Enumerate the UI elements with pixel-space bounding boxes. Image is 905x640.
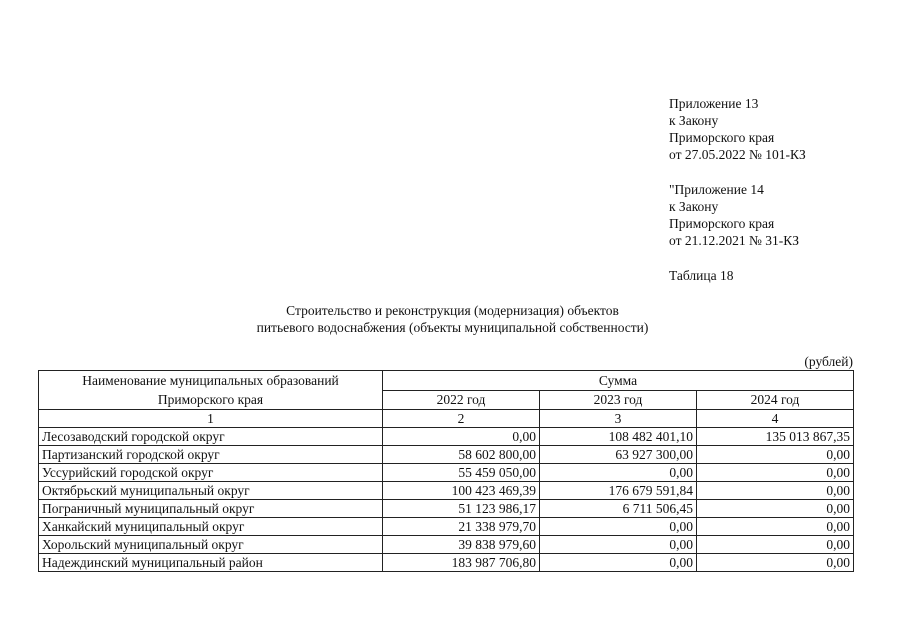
amount-2022: 58 602 800,00: [383, 446, 540, 464]
funding-table: [38, 370, 854, 572]
amount-2024: 0,00: [697, 554, 854, 572]
amount-2024: 135 013 867,35: [697, 428, 854, 446]
appendix-line: от 27.05.2022 № 101-КЗ: [669, 147, 806, 162]
appendix-line: от 21.12.2021 № 31-КЗ: [669, 233, 799, 248]
appendix-line: Приложение 13: [669, 96, 759, 111]
document-title: [0, 302, 905, 336]
table-row: [39, 446, 854, 464]
appendix-current-header: [669, 95, 806, 163]
amount-2024: 0,00: [697, 518, 854, 536]
unit-label: (рублей): [804, 354, 853, 369]
appendix-line: к Закону: [669, 113, 719, 128]
municipality-name: Ханкайский муниципальный округ: [39, 518, 383, 536]
amount-2022: 183 987 706,80: [383, 554, 540, 572]
appendix-line: Приморского края: [669, 216, 775, 231]
amount-2023: 0,00: [540, 464, 697, 482]
amount-2023: 63 927 300,00: [540, 446, 697, 464]
amount-2022: 39 838 979,60: [383, 536, 540, 554]
amount-2024: 0,00: [697, 464, 854, 482]
column-index: 3: [540, 410, 697, 428]
municipality-name: Пограничный муниципальный округ: [39, 500, 383, 518]
municipality-name: Партизанский городской округ: [39, 446, 383, 464]
municipality-name: Уссурийский городской округ: [39, 464, 383, 482]
column-index: 1: [39, 410, 383, 428]
amount-2022: 0,00: [383, 428, 540, 446]
appendix-line: Приморского края: [669, 130, 775, 145]
amount-2023: 6 711 506,45: [540, 500, 697, 518]
amount-2023: 0,00: [540, 536, 697, 554]
table-row: [39, 428, 854, 446]
column-index: 4: [697, 410, 854, 428]
title-line: питьевого водоснабжения (объекты муниципальной собственности): [256, 320, 649, 335]
table-row: [39, 482, 854, 500]
title-line: Строительство и реконструкция (модернизация) объектов: [286, 303, 619, 318]
amount-2023: 0,00: [540, 554, 697, 572]
name-column-header: [39, 371, 383, 410]
amount-2024: 0,00: [697, 446, 854, 464]
amount-2024: 0,00: [697, 482, 854, 500]
appendix-line: к Закону: [669, 199, 719, 214]
municipality-name: Надеждинский муниципальный район: [39, 554, 383, 572]
appendix-line: "Приложение 14: [669, 182, 764, 197]
sum-column-header: Сумма: [383, 371, 854, 391]
year-header: 2024 год: [697, 390, 854, 410]
amount-2024: 0,00: [697, 536, 854, 554]
table-row: [39, 554, 854, 572]
table-row: [39, 518, 854, 536]
amount-2022: 55 459 050,00: [383, 464, 540, 482]
municipality-name: Лесозаводский городской округ: [39, 428, 383, 446]
amount-2024: 0,00: [697, 500, 854, 518]
name-header-line: Приморского края: [157, 392, 264, 407]
year-header: 2023 год: [540, 390, 697, 410]
amount-2022: 51 123 986,17: [383, 500, 540, 518]
amount-2022: 100 423 469,39: [383, 482, 540, 500]
column-index: 2: [383, 410, 540, 428]
table-number: Таблица 18: [669, 268, 734, 283]
appendix-previous-header: [669, 181, 799, 249]
table-row: [39, 500, 854, 518]
year-header: 2022 год: [383, 390, 540, 410]
table-row: [39, 464, 854, 482]
table-row: [39, 536, 854, 554]
amount-2022: 21 338 979,70: [383, 518, 540, 536]
municipality-name: Октябрьский муниципальный округ: [39, 482, 383, 500]
municipality-name: Хорольский муниципальный округ: [39, 536, 383, 554]
amount-2023: 176 679 591,84: [540, 482, 697, 500]
amount-2023: 0,00: [540, 518, 697, 536]
name-header-line: Наименование муниципальных образований: [82, 373, 339, 388]
amount-2023: 108 482 401,10: [540, 428, 697, 446]
